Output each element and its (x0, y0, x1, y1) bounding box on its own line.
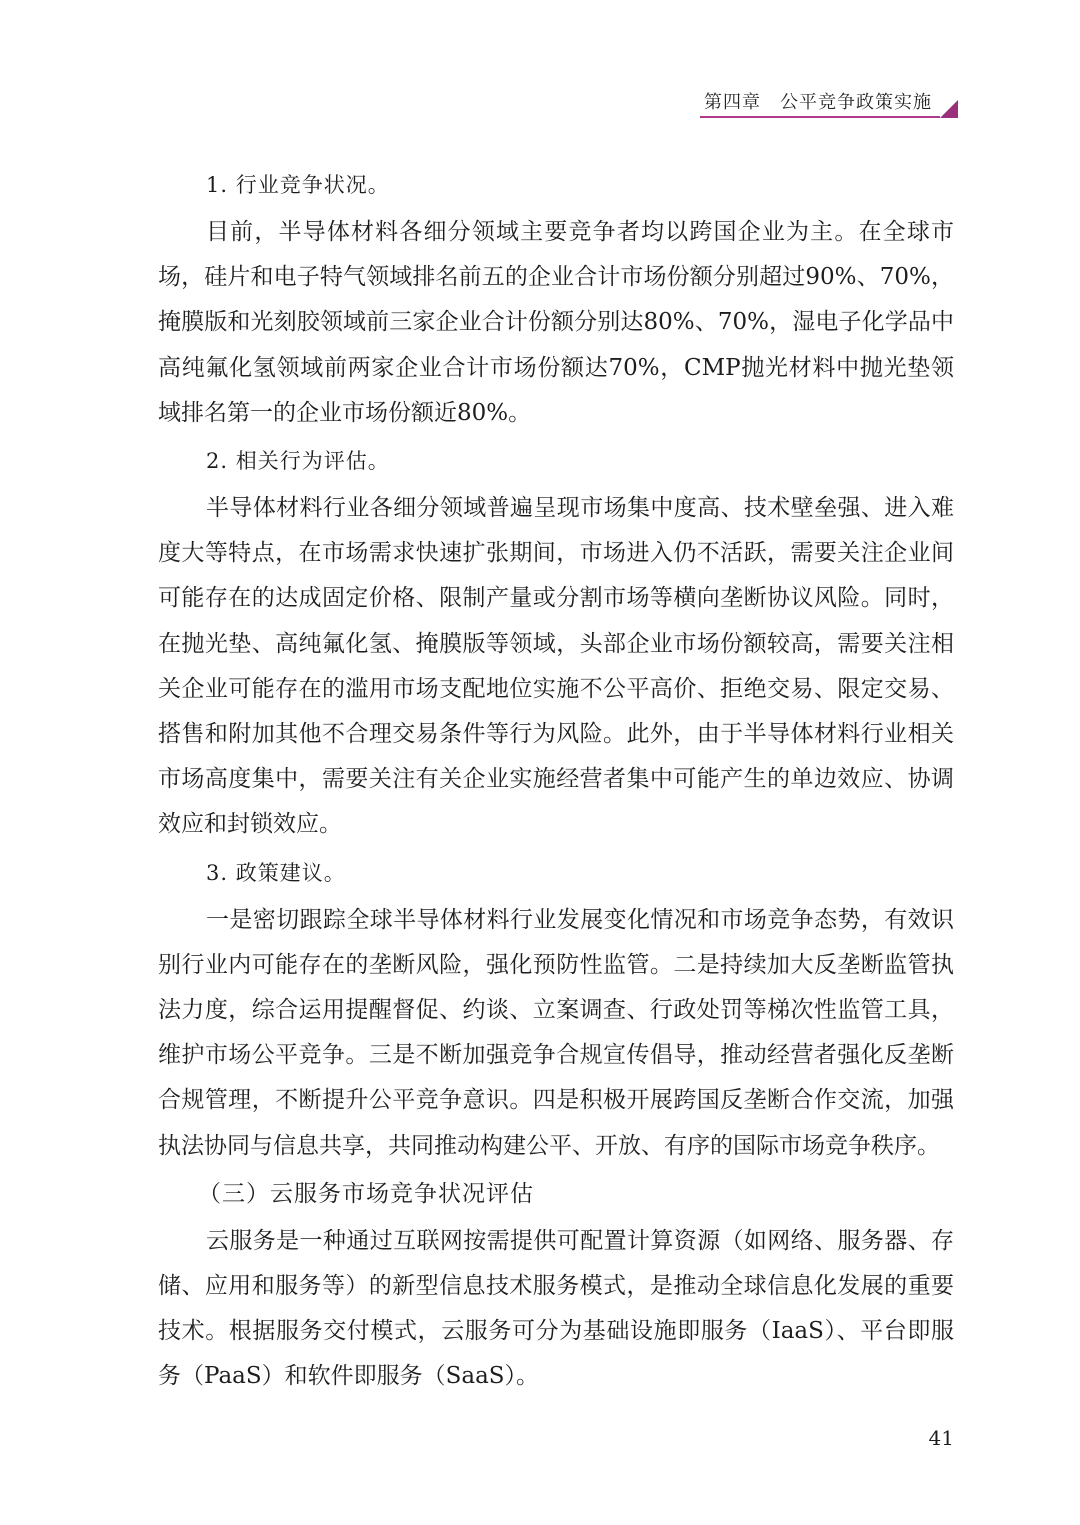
page-number: 41 (928, 1426, 954, 1450)
subheading-industry-competition: 1. 行业竞争状况。 (206, 173, 390, 197)
header-rule (700, 116, 940, 118)
paragraph-cloud-services: 云服务是一种通过互联网按需提供可配置计算资源（如网络、服务器、存储、应用和服务等）的新型信息技术服务模式，是推动全球信息化发展的重要技术。根据服务交付模式，云服务可分为基础设施即服务（IaaS）、平台即服务（PaaS）和软件即服务（SaaS）。 (158, 1227, 954, 1390)
section-heading-cloud-services: （三）云服务市场竞争状况评估 (198, 1180, 534, 1207)
subheading-policy-suggestions: 3. 政策建议。 (206, 860, 346, 885)
page-body (158, 160, 954, 1400)
corner-triangle-icon (940, 100, 958, 118)
running-header (700, 88, 940, 118)
paragraph-industry-competition: 目前，半导体材料各细分领域主要竞争者均以跨国企业为主。在全球市场，硅片和电子特气领域排名前五的企业合计市场份额分别超过90%、70%，掩膜版和光刻胶领域前三家企业合计份额分别达80%、70%，湿电子化学品中高纯氟化氢领域前两家企业合计市场份额达70%，CMP抛光材料中抛光垫领域排名第一的企业市场份额近80%。 (158, 219, 954, 426)
paragraph-behavior-assessment: 半导体材料行业各细分领域普遍呈现市场集中度高、技术壁垒强、进入难度大等特点，在市场需求快速扩张期间，市场进入仍不活跃，需要关注企业间可能存在的达成固定价格、限制产量或分割市场等横向垄断协议风险。同时，在抛光垫、高纯氟化氢、掩膜版等领域，头部企业市场份额较高，需要关注相关企业可能存在的滥用市场支配地位实施不公平高价、拒绝交易、限定交易、搭售和附加其他不合理交易条件等行为风险。此外，由于半导体材料行业相关市场高度集中，需要关注有关企业实施经营者集中可能产生的单边效应、协调效应和封锁效应。 (158, 495, 954, 838)
running-header-title: 第四章 公平竞争政策实施 (704, 92, 932, 113)
subheading-behavior-assessment: 2. 相关行为评估。 (206, 449, 390, 474)
paragraph-policy-suggestions: 一是密切跟踪全球半导体材料行业发展变化情况和市场竞争态势，有效识别行业内可能存在的垄断风险，强化预防性监管。二是持续加大反垄断监管执法力度，综合运用提醒督促、约谈、立案调查、行政处罚等梯次性监管工具，维护市场公平竞争。三是不断加强竞争合规宣传倡导，推动经营者强化反垄断合规管理，不断提升公平竞争意识。四是积极开展跨国反垄断合作交流，加强执法协同与信息共享，共同推动构建公平、开放、有序的国际市场竞争秩序。 (158, 906, 954, 1159)
